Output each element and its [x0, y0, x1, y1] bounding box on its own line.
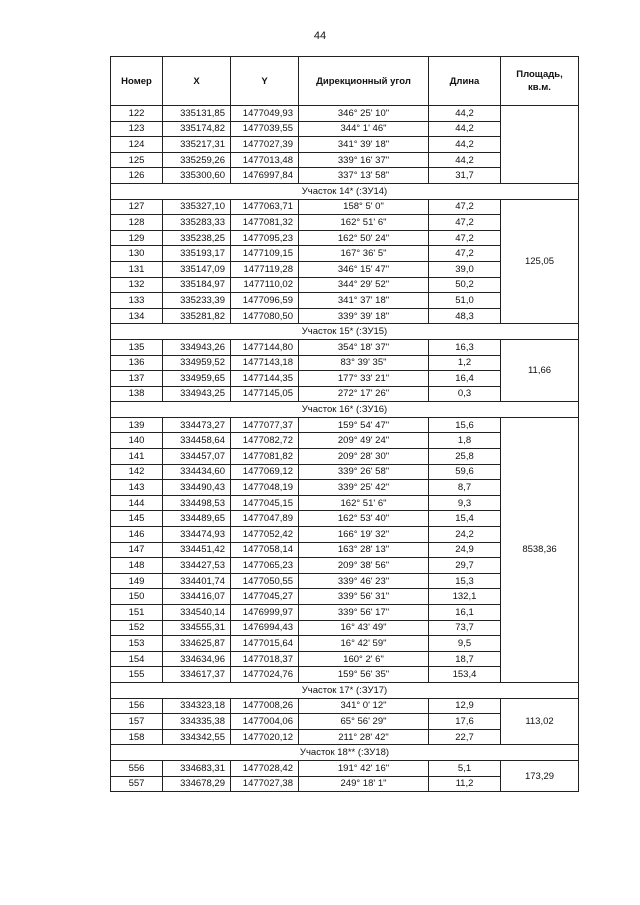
cell-x: 334490,43 — [163, 480, 231, 496]
cell-y: 1477082,72 — [231, 433, 299, 449]
cell-length: 11,2 — [429, 776, 501, 792]
table-row — [111, 106, 579, 122]
cell-length: 132,1 — [429, 589, 501, 605]
cell-x: 334489,65 — [163, 511, 231, 527]
cell-x: 334634,96 — [163, 651, 231, 667]
cell-y: 1477013,48 — [231, 152, 299, 168]
cell-bearing: 16° 43' 49" — [299, 620, 429, 636]
cell-bearing: 167° 36' 5" — [299, 246, 429, 262]
cell-number: 143 — [111, 480, 163, 496]
cell-x: 334678,29 — [163, 776, 231, 792]
cell-length: 44,2 — [429, 152, 501, 168]
cell-length: 50,2 — [429, 277, 501, 293]
cell-area — [501, 106, 579, 184]
cell-number: 152 — [111, 620, 163, 636]
cell-length: 24,9 — [429, 542, 501, 558]
cell-number: 141 — [111, 449, 163, 465]
cell-y: 1476999,97 — [231, 605, 299, 621]
section-title: Участок 18** (:ЗУ18) — [111, 745, 579, 761]
cell-number: 144 — [111, 495, 163, 511]
cell-x: 334959,65 — [163, 371, 231, 387]
cell-bearing: 339° 39' 18" — [299, 308, 429, 324]
table-row — [111, 339, 579, 355]
cell-number: 137 — [111, 371, 163, 387]
cell-bearing: 339° 16' 37" — [299, 152, 429, 168]
cell-bearing: 339° 25' 42" — [299, 480, 429, 496]
cell-y: 1477065,23 — [231, 558, 299, 574]
cell-x: 335131,85 — [163, 106, 231, 122]
cell-x: 335233,39 — [163, 293, 231, 309]
cell-x: 334625,87 — [163, 636, 231, 652]
cell-x: 334451,42 — [163, 542, 231, 558]
page-number: 44 — [313, 30, 327, 42]
cell-number: 139 — [111, 417, 163, 433]
cell-bearing: 159° 56' 35" — [299, 667, 429, 683]
cell-number: 149 — [111, 573, 163, 589]
cell-bearing: 346° 25' 10" — [299, 106, 429, 122]
cell-number: 142 — [111, 464, 163, 480]
cell-length: 15,4 — [429, 511, 501, 527]
cell-number: 557 — [111, 776, 163, 792]
cell-bearing: 354° 18' 37" — [299, 339, 429, 355]
cell-number: 154 — [111, 651, 163, 667]
cell-length: 47,2 — [429, 230, 501, 246]
section-row — [111, 402, 579, 418]
cell-bearing: 158° 5' 0" — [299, 199, 429, 215]
cell-bearing: 177° 33' 21" — [299, 371, 429, 387]
cell-y: 1477110,02 — [231, 277, 299, 293]
cell-number: 158 — [111, 729, 163, 745]
cell-bearing: 272° 17' 26" — [299, 386, 429, 402]
cell-length: 47,2 — [429, 199, 501, 215]
cell-bearing: 163° 28' 13" — [299, 542, 429, 558]
cell-y: 1477024,76 — [231, 667, 299, 683]
cell-y: 1477081,32 — [231, 215, 299, 231]
cell-number: 129 — [111, 230, 163, 246]
cell-bearing: 341° 39' 18" — [299, 137, 429, 153]
cell-x: 334342,55 — [163, 729, 231, 745]
cell-y: 1477015,64 — [231, 636, 299, 652]
cell-length: 51,0 — [429, 293, 501, 309]
section-row — [111, 183, 579, 199]
cell-number: 147 — [111, 542, 163, 558]
cell-number: 122 — [111, 106, 163, 122]
section-title: Участок 16* (:ЗУ16) — [111, 402, 579, 418]
cell-y: 1477080,50 — [231, 308, 299, 324]
cell-length: 12,9 — [429, 698, 501, 714]
cell-number: 136 — [111, 355, 163, 371]
table-row — [111, 417, 579, 433]
cell-bearing: 162° 51' 6" — [299, 215, 429, 231]
cell-y: 1477027,39 — [231, 137, 299, 153]
section-row — [111, 324, 579, 340]
cell-number: 151 — [111, 605, 163, 621]
cell-length: 18,7 — [429, 651, 501, 667]
header-bearing: Дирекционный угол — [299, 57, 429, 106]
cell-bearing: 339° 56' 17" — [299, 605, 429, 621]
cell-x: 334540,14 — [163, 605, 231, 621]
cell-length: 25,8 — [429, 449, 501, 465]
table-row — [111, 698, 579, 714]
cell-y: 1477018,37 — [231, 651, 299, 667]
cell-x: 335174,82 — [163, 121, 231, 137]
header-length: Длина — [429, 57, 501, 106]
header-area: Площадь, кв.м. — [501, 57, 579, 106]
cell-bearing: 162° 50' 24" — [299, 230, 429, 246]
cell-x: 334498,53 — [163, 495, 231, 511]
cell-area: 8538,36 — [501, 417, 579, 682]
cell-x: 334474,93 — [163, 527, 231, 543]
cell-number: 153 — [111, 636, 163, 652]
cell-y: 1477045,15 — [231, 495, 299, 511]
cell-length: 59,6 — [429, 464, 501, 480]
cell-length: 44,2 — [429, 137, 501, 153]
cell-bearing: 65° 56' 29" — [299, 714, 429, 730]
cell-bearing: 344° 29' 52" — [299, 277, 429, 293]
cell-bearing: 339° 56' 31" — [299, 589, 429, 605]
cell-number: 138 — [111, 386, 163, 402]
cell-x: 334427,53 — [163, 558, 231, 574]
cell-y: 1477077,37 — [231, 417, 299, 433]
cell-x: 334943,26 — [163, 339, 231, 355]
cell-y: 1477052,42 — [231, 527, 299, 543]
cell-number: 155 — [111, 667, 163, 683]
cell-y: 1477045,27 — [231, 589, 299, 605]
cell-y: 1477008,26 — [231, 698, 299, 714]
cell-bearing: 337° 13' 58" — [299, 168, 429, 184]
cell-x: 335300,60 — [163, 168, 231, 184]
table-row — [111, 760, 579, 776]
cell-number: 128 — [111, 215, 163, 231]
cell-number: 556 — [111, 760, 163, 776]
cell-length: 44,2 — [429, 106, 501, 122]
cell-x: 335193,17 — [163, 246, 231, 262]
cell-number: 132 — [111, 277, 163, 293]
cell-length: 31,7 — [429, 168, 501, 184]
cell-y: 1477039,55 — [231, 121, 299, 137]
coordinates-table — [110, 56, 579, 792]
cell-length: 16,1 — [429, 605, 501, 621]
cell-x: 334473,27 — [163, 417, 231, 433]
cell-y: 1477004,06 — [231, 714, 299, 730]
cell-number: 123 — [111, 121, 163, 137]
cell-y: 1477143,18 — [231, 355, 299, 371]
cell-bearing: 162° 53' 40" — [299, 511, 429, 527]
cell-y: 1477095,23 — [231, 230, 299, 246]
cell-x: 334959,52 — [163, 355, 231, 371]
cell-bearing: 344° 1' 46" — [299, 121, 429, 137]
section-title: Участок 17* (:ЗУ17) — [111, 682, 579, 698]
cell-area: 173,29 — [501, 760, 579, 791]
cell-bearing: 83° 39' 35" — [299, 355, 429, 371]
cell-x: 334401,74 — [163, 573, 231, 589]
cell-x: 335327,10 — [163, 199, 231, 215]
cell-y: 1477109,15 — [231, 246, 299, 262]
section-row — [111, 745, 579, 761]
cell-x: 335184,97 — [163, 277, 231, 293]
cell-length: 9,5 — [429, 636, 501, 652]
cell-number: 133 — [111, 293, 163, 309]
cell-number: 134 — [111, 308, 163, 324]
cell-bearing: 341° 37' 18" — [299, 293, 429, 309]
cell-length: 44,2 — [429, 121, 501, 137]
cell-length: 48,3 — [429, 308, 501, 324]
cell-length: 15,3 — [429, 573, 501, 589]
cell-area: 113,02 — [501, 698, 579, 745]
header-y: Y — [231, 57, 299, 106]
cell-bearing: 162° 51' 6" — [299, 495, 429, 511]
cell-y: 1477058,14 — [231, 542, 299, 558]
cell-bearing: 249° 18' 1" — [299, 776, 429, 792]
cell-length: 153,4 — [429, 667, 501, 683]
header-number: Номер — [111, 57, 163, 106]
cell-x: 335259,26 — [163, 152, 231, 168]
cell-y: 1477144,35 — [231, 371, 299, 387]
cell-number: 148 — [111, 558, 163, 574]
table-body — [111, 106, 579, 792]
cell-y: 1477020,12 — [231, 729, 299, 745]
cell-bearing: 209° 49' 24" — [299, 433, 429, 449]
cell-number: 156 — [111, 698, 163, 714]
cell-bearing: 339° 46' 23" — [299, 573, 429, 589]
cell-y: 1477047,89 — [231, 511, 299, 527]
cell-y: 1477069,12 — [231, 464, 299, 480]
section-title: Участок 15* (:ЗУ15) — [111, 324, 579, 340]
cell-y: 1477049,93 — [231, 106, 299, 122]
cell-number: 146 — [111, 527, 163, 543]
cell-bearing: 166° 19' 32" — [299, 527, 429, 543]
cell-length: 73,7 — [429, 620, 501, 636]
cell-y: 1477027,38 — [231, 776, 299, 792]
cell-x: 335147,09 — [163, 261, 231, 277]
table-header-row — [111, 57, 579, 106]
cell-y: 1477119,28 — [231, 261, 299, 277]
cell-x: 334683,31 — [163, 760, 231, 776]
cell-bearing: 159° 54' 47" — [299, 417, 429, 433]
header-x: X — [163, 57, 231, 106]
cell-y: 1477144,80 — [231, 339, 299, 355]
table-row — [111, 199, 579, 215]
cell-number: 127 — [111, 199, 163, 215]
cell-y: 1477050,55 — [231, 573, 299, 589]
cell-y: 1476994,43 — [231, 620, 299, 636]
cell-y: 1477063,71 — [231, 199, 299, 215]
section-title: Участок 14* (:ЗУ14) — [111, 183, 579, 199]
cell-length: 47,2 — [429, 246, 501, 262]
cell-length: 29,7 — [429, 558, 501, 574]
cell-bearing: 191° 42' 16" — [299, 760, 429, 776]
cell-area: 11,66 — [501, 339, 579, 401]
cell-x: 334335,38 — [163, 714, 231, 730]
cell-length: 16,4 — [429, 371, 501, 387]
cell-length: 47,2 — [429, 215, 501, 231]
cell-number: 140 — [111, 433, 163, 449]
cell-number: 131 — [111, 261, 163, 277]
cell-number: 126 — [111, 168, 163, 184]
cell-length: 39,0 — [429, 261, 501, 277]
cell-length: 15,6 — [429, 417, 501, 433]
cell-x: 334943,25 — [163, 386, 231, 402]
cell-x: 335217,31 — [163, 137, 231, 153]
cell-length: 5,1 — [429, 760, 501, 776]
cell-x: 334458,64 — [163, 433, 231, 449]
cell-number: 125 — [111, 152, 163, 168]
cell-y: 1477145,05 — [231, 386, 299, 402]
cell-y: 1476997,84 — [231, 168, 299, 184]
cell-x: 334434,60 — [163, 464, 231, 480]
cell-length: 16,3 — [429, 339, 501, 355]
cell-length: 9,3 — [429, 495, 501, 511]
cell-x: 334457,07 — [163, 449, 231, 465]
cell-x: 334416,07 — [163, 589, 231, 605]
cell-x: 334617,37 — [163, 667, 231, 683]
cell-length: 8,7 — [429, 480, 501, 496]
cell-bearing: 209° 28' 30" — [299, 449, 429, 465]
cell-y: 1477048,19 — [231, 480, 299, 496]
cell-length: 1,8 — [429, 433, 501, 449]
cell-x: 334323,18 — [163, 698, 231, 714]
cell-number: 150 — [111, 589, 163, 605]
cell-number: 124 — [111, 137, 163, 153]
cell-x: 335281,82 — [163, 308, 231, 324]
cell-length: 22,7 — [429, 729, 501, 745]
cell-bearing: 211° 28' 42" — [299, 729, 429, 745]
cell-length: 1,2 — [429, 355, 501, 371]
cell-number: 135 — [111, 339, 163, 355]
cell-number: 157 — [111, 714, 163, 730]
cell-bearing: 339° 26' 58" — [299, 464, 429, 480]
cell-y: 1477096,59 — [231, 293, 299, 309]
cell-x: 335283,33 — [163, 215, 231, 231]
cell-bearing: 346° 15' 47" — [299, 261, 429, 277]
cell-length: 17,6 — [429, 714, 501, 730]
cell-bearing: 160° 2' 6" — [299, 651, 429, 667]
cell-bearing: 341° 0' 12" — [299, 698, 429, 714]
section-row — [111, 682, 579, 698]
cell-y: 1477081,82 — [231, 449, 299, 465]
cell-number: 145 — [111, 511, 163, 527]
cell-x: 334555,31 — [163, 620, 231, 636]
cell-bearing: 16° 42' 59" — [299, 636, 429, 652]
cell-bearing: 209° 38' 56" — [299, 558, 429, 574]
cell-x: 335238,25 — [163, 230, 231, 246]
cell-area: 125,05 — [501, 199, 579, 324]
cell-length: 0,3 — [429, 386, 501, 402]
cell-number: 130 — [111, 246, 163, 262]
cell-length: 24,2 — [429, 527, 501, 543]
cell-y: 1477028,42 — [231, 760, 299, 776]
